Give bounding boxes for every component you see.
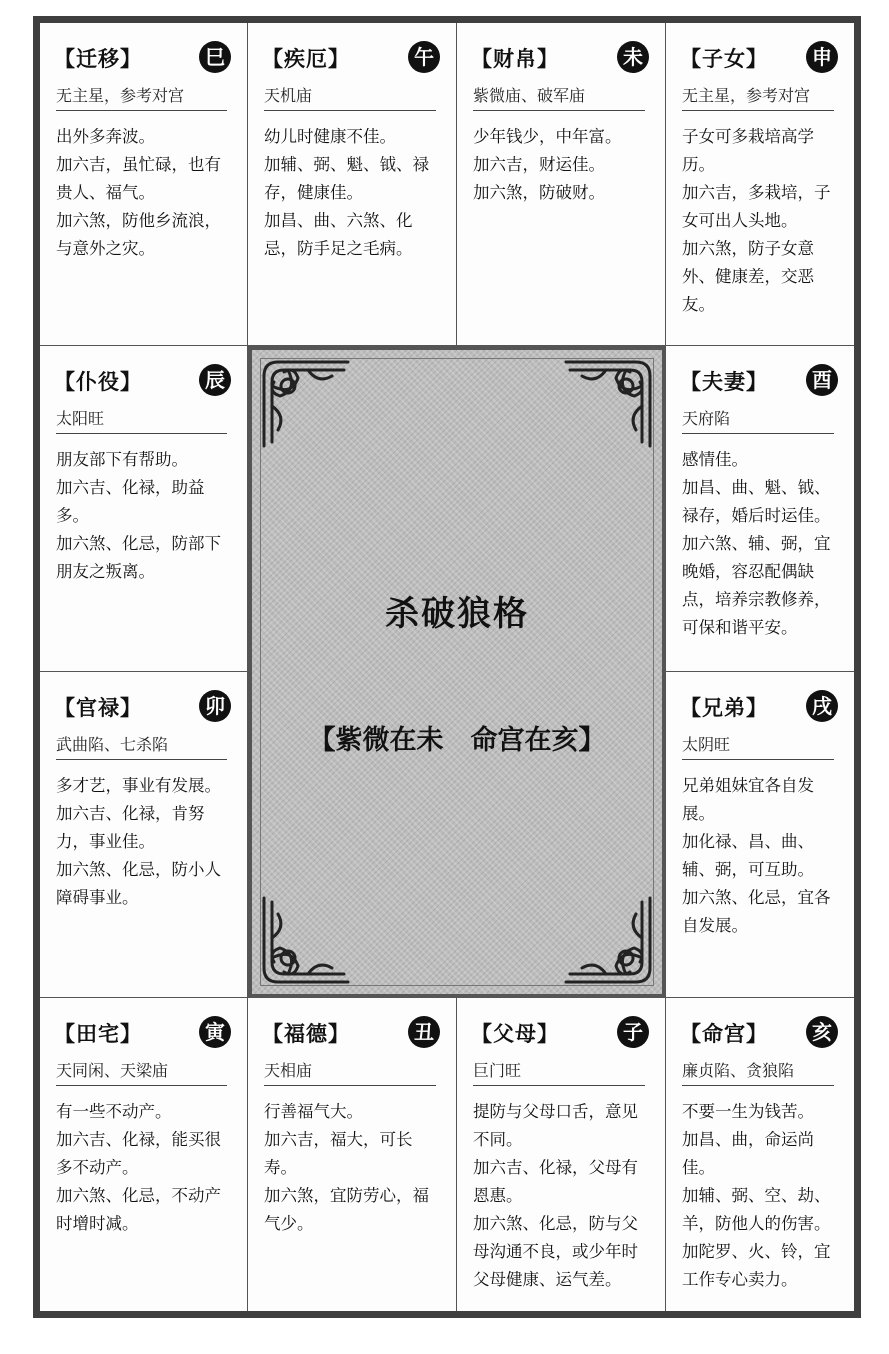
palace-chart [33, 16, 861, 1318]
desc-line: 子女可多栽培高学历。 [682, 127, 814, 174]
palace-description [56, 446, 231, 586]
branch-badge: 丑 [408, 1016, 440, 1048]
desc-line: 加辅、弼、魁、钺、禄存，健康佳。 [264, 155, 429, 202]
desc-line: 兄弟姐妹宜各自发展。 [682, 776, 814, 823]
palace-title: 【子女】 [680, 47, 768, 71]
desc-line: 感情佳。 [682, 450, 748, 469]
palace-yin [40, 998, 248, 1311]
branch-badge: 戌 [806, 690, 838, 722]
desc-line: 少年钱少，中年富。 [473, 127, 622, 146]
cloud-ornament-icon [258, 356, 354, 452]
desc-line: 加六煞、辅、弼，宜晚婚，容忍配偶缺点，培养宗教修养，可保和谐平安。 [682, 534, 831, 637]
palace-stars: 太阳旺 [56, 406, 227, 434]
palace-description [682, 772, 838, 940]
desc-line: 加昌、曲，命运尚佳。 [682, 1130, 814, 1177]
desc-line: 多才艺，事业有发展。 [56, 776, 221, 795]
desc-line: 加六煞，防破财。 [473, 183, 605, 202]
palace-wu [248, 23, 457, 346]
desc-line: 加六煞、化忌，防与父母沟通不良，或少年时父母健康、运气差。 [473, 1214, 638, 1289]
palace-shen [666, 23, 854, 346]
desc-line: 加六吉、化禄，肯努力，事业佳。 [56, 804, 205, 851]
branch-badge: 酉 [806, 364, 838, 396]
palace-stars: 无主星，参考对宫 [682, 83, 834, 111]
palace-hai [666, 998, 854, 1311]
palace-description [473, 1098, 649, 1294]
palace-title: 【疾厄】 [262, 47, 350, 71]
palace-title: 【福德】 [262, 1022, 350, 1046]
desc-line: 加六吉，多栽培，子女可出人头地。 [682, 183, 831, 230]
palace-stars: 天府陷 [682, 406, 834, 434]
desc-line: 出外多奔波。 [56, 127, 155, 146]
palace-chen [40, 346, 248, 672]
palace-title: 【命宫】 [680, 1022, 768, 1046]
branch-badge: 午 [408, 41, 440, 73]
desc-line: 幼儿时健康不佳。 [264, 127, 396, 146]
palace-description [56, 772, 231, 912]
desc-line: 不要一生为钱苦。 [682, 1102, 814, 1121]
pattern-title: 杀破狼格 [385, 594, 529, 634]
palace-stars: 武曲陷、七杀陷 [56, 732, 227, 760]
palace-stars: 太阴旺 [682, 732, 834, 760]
palace-title: 【夫妻】 [680, 370, 768, 394]
desc-line: 加六煞，防他乡流浪，与意外之灾。 [56, 211, 221, 258]
palace-stars: 天相庙 [264, 1058, 436, 1086]
branch-badge: 卯 [199, 690, 231, 722]
palace-description [264, 1098, 440, 1238]
palace-description [56, 1098, 231, 1238]
branch-badge: 寅 [199, 1016, 231, 1048]
desc-line: 加陀罗、火、铃，宜工作专心卖力。 [682, 1242, 831, 1289]
desc-line: 加六煞、化忌，防部下朋友之叛离。 [56, 534, 221, 581]
desc-line: 有一些不动产。 [56, 1102, 172, 1121]
palace-stars: 巨门旺 [473, 1058, 645, 1086]
palace-stars: 天同闲、天梁庙 [56, 1058, 227, 1086]
palace-stars: 无主星，参考对宫 [56, 83, 227, 111]
pattern-subtitle: 【紫微在未 命宫在亥】 [308, 725, 606, 756]
center-panel [248, 346, 666, 998]
desc-line: 加昌、曲、魁、钺、禄存，婚后时运佳。 [682, 478, 831, 525]
palace-stars: 天机庙 [264, 83, 436, 111]
desc-line: 加六吉、化禄，父母有恩惠。 [473, 1158, 638, 1205]
palace-description [264, 123, 440, 263]
desc-line: 加六煞，防子女意外、健康差，交恶友。 [682, 239, 814, 314]
palace-stars: 廉贞陷、贪狼陷 [682, 1058, 834, 1086]
palace-stars: 紫微庙、破军庙 [473, 83, 645, 111]
desc-line: 加六吉，财运佳。 [473, 155, 605, 174]
palace-xu [666, 672, 854, 998]
branch-badge: 申 [806, 41, 838, 73]
palace-title: 【田宅】 [54, 1022, 142, 1046]
desc-line: 加六吉，虽忙碌，也有贵人、福气。 [56, 155, 221, 202]
desc-line: 加六煞、化忌，宜各自发展。 [682, 888, 831, 935]
palace-chou [248, 998, 457, 1311]
desc-line: 提防与父母口舌，意见不同。 [473, 1102, 638, 1149]
palace-mao [40, 672, 248, 998]
cloud-ornament-icon [560, 892, 656, 988]
branch-badge: 辰 [199, 364, 231, 396]
cloud-ornament-icon [560, 356, 656, 452]
desc-line: 加六吉、化禄，能买很多不动产。 [56, 1130, 221, 1177]
palace-description [682, 446, 838, 642]
palace-wei [457, 23, 666, 346]
desc-line: 加辅、弼、空、劫、羊，防他人的伤害。 [682, 1186, 831, 1233]
palace-title: 【迁移】 [54, 47, 142, 71]
palace-description [473, 123, 649, 207]
palace-description [682, 123, 838, 319]
palace-title: 【官禄】 [54, 696, 142, 720]
palace-title: 【兄弟】 [680, 696, 768, 720]
palace-description [682, 1098, 838, 1294]
palace-title: 【财帛】 [471, 47, 559, 71]
desc-line: 加六吉，福大，可长寿。 [264, 1130, 413, 1177]
desc-line: 加六煞，宜防劳心，福气少。 [264, 1186, 429, 1233]
branch-badge: 巳 [199, 41, 231, 73]
branch-badge: 亥 [806, 1016, 838, 1048]
palace-title: 【父母】 [471, 1022, 559, 1046]
palace-si [40, 23, 248, 346]
palace-you [666, 346, 854, 672]
desc-line: 行善福气大。 [264, 1102, 363, 1121]
branch-badge: 子 [617, 1016, 649, 1048]
palace-title: 【仆役】 [54, 370, 142, 394]
desc-line: 加昌、曲、六煞、化忌，防手足之毛病。 [264, 211, 413, 258]
desc-line: 加六吉、化禄，助益多。 [56, 478, 205, 525]
palace-description [56, 123, 231, 263]
cloud-ornament-icon [258, 892, 354, 988]
desc-line: 加六煞、化忌，不动产时增时减。 [56, 1186, 221, 1233]
desc-line: 加化禄、昌、曲、辅、弼，可互助。 [682, 832, 814, 879]
desc-line: 朋友部下有帮助。 [56, 450, 188, 469]
branch-badge: 未 [617, 41, 649, 73]
desc-line: 加六煞、化忌，防小人障碍事业。 [56, 860, 221, 907]
palace-zi [457, 998, 666, 1311]
